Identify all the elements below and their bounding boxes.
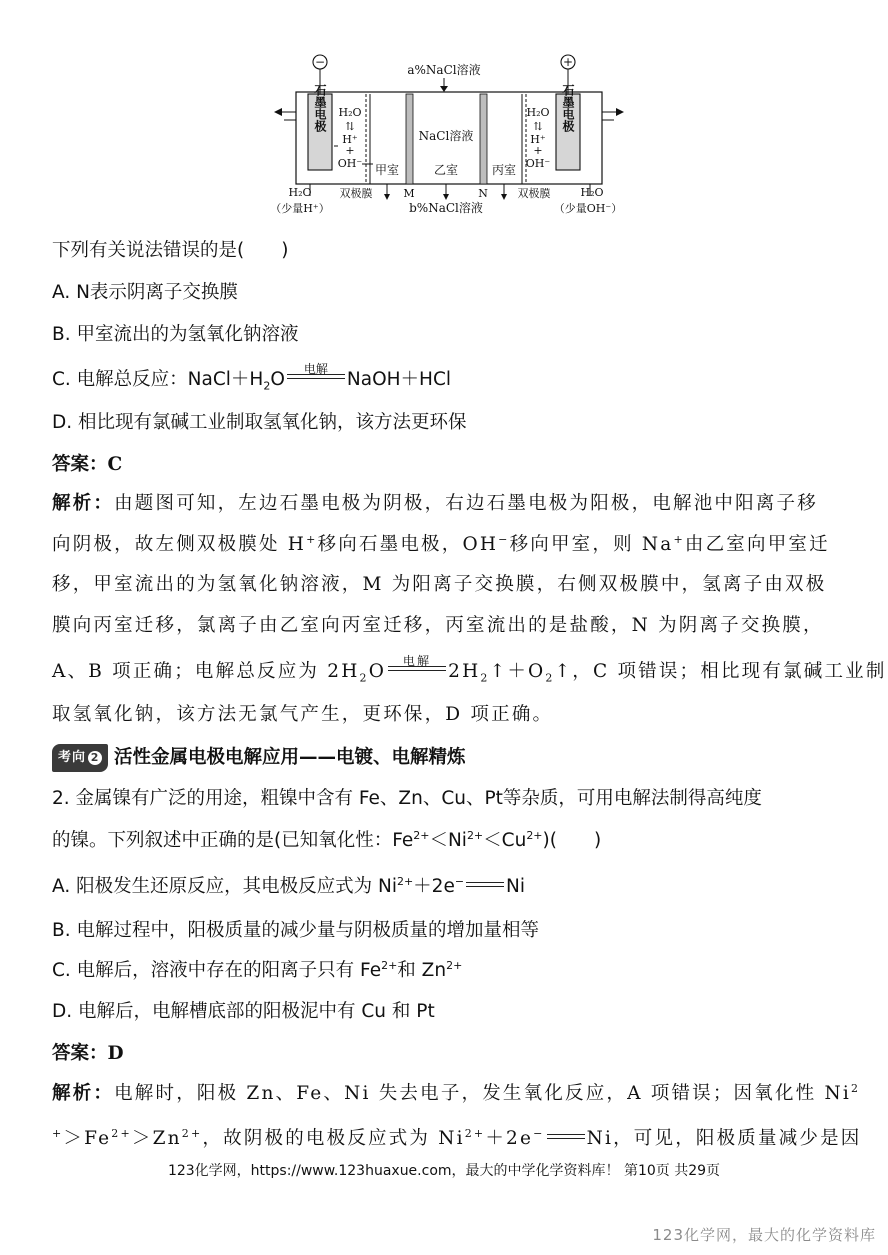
section-heading xyxy=(52,744,466,772)
left-electrode-label: 石墨电极 xyxy=(313,84,327,132)
right-bottom-note: （少量OH⁻） xyxy=(553,202,623,215)
sub-2: 2 xyxy=(545,671,555,685)
left-bottom-h2o: H₂O xyxy=(288,186,312,199)
exp-text: 2H xyxy=(448,661,481,682)
q1-answer xyxy=(52,452,122,478)
right-bottom-h2o: H₂O xyxy=(580,186,604,199)
exp-text: ＞Zn xyxy=(131,1128,182,1149)
sub-2: 2 xyxy=(359,671,369,685)
top-inlet-label: a%NaCl溶液 xyxy=(407,63,481,77)
bipolar-right-label: 双极膜 xyxy=(517,187,551,200)
left-species-equilibrium-icon: ⇅ xyxy=(345,120,355,133)
exp-text: ＋2e xyxy=(485,1128,534,1149)
exp-text: 由题图可知，左边石墨电极为阴极，右边石墨电极为阳极，电解池中阳离子移 xyxy=(114,493,818,514)
watermark: 123化学网，最大的化学资料库 xyxy=(652,1226,876,1244)
middle-solution-label: NaCl溶液 xyxy=(418,129,474,143)
membrane-m-label: M xyxy=(403,187,415,200)
left-species-plus: + xyxy=(345,144,355,157)
q2-option-c[interactable] xyxy=(52,958,462,984)
sub-2: 2 xyxy=(480,671,490,685)
condition-label: 电解 xyxy=(303,362,328,376)
q1-option-c[interactable] xyxy=(52,362,452,393)
electrolysis-cell-diagram xyxy=(270,50,630,222)
exp-text: ↑，C 项错误；相比现有氯碱工业制 xyxy=(554,661,887,682)
exp-text: 向阴极，故左侧双极膜处 H xyxy=(52,534,307,555)
exp-text: ，故阴极的电极反应式为 Ni xyxy=(202,1128,465,1149)
exp-text: 移向甲室，则 Na xyxy=(509,534,674,555)
sup: 2+ xyxy=(526,828,543,842)
sup: + xyxy=(673,532,685,546)
equals-sign xyxy=(464,876,506,892)
q2-option-b[interactable]: B. 电解过程中，阳极质量的减少量与阴极质量的增加量相等 xyxy=(52,920,539,941)
answer-label: 答案： xyxy=(52,454,108,475)
exp-text: 由乙室向甲室迁 xyxy=(684,534,830,555)
right-species-h2o: H₂O xyxy=(526,106,550,119)
exp-text: 移向石墨电极，OH xyxy=(317,534,499,555)
plus-terminal-icon: + xyxy=(562,55,574,69)
sup: 2+ xyxy=(111,1126,132,1140)
exp-text: O xyxy=(368,661,387,682)
exp-text: ↑＋O xyxy=(489,661,546,682)
sup: 2+ xyxy=(381,958,398,972)
sup: + xyxy=(52,1126,64,1140)
option-text: Ni xyxy=(506,876,526,897)
q2-option-d[interactable]: D. 电解后，电解槽底部的阳极泥中有 Cu 和 Pt xyxy=(52,1001,435,1022)
q1-exp-line3: 移，甲室流出的为氢氧化钠溶液，M 为阳离子交换膜，右侧双极膜中，氢离子由双极 xyxy=(52,574,827,595)
q1-option-d[interactable]: D. 相比现有氯碱工业制取氢氧化钠，该方法更环保 xyxy=(52,412,467,433)
room-jia-label: 甲室 xyxy=(374,163,400,177)
q1-option-c-suffix: NaOH＋HCl xyxy=(346,369,452,390)
sup: 2+ xyxy=(446,958,463,972)
answer-value: C xyxy=(107,454,123,475)
q2-exp-line2 xyxy=(52,1126,862,1152)
sup: 2+ xyxy=(464,1126,486,1140)
exp-label: 解析： xyxy=(52,1083,115,1104)
q2-stem-line2 xyxy=(52,828,601,854)
left-bottom-note: （少量H⁺） xyxy=(270,202,330,215)
stem-text: 的镍。下列叙述中正确的是(已知氧化性：Fe xyxy=(52,830,414,851)
right-species-oh: OH⁻ xyxy=(525,157,551,170)
answer-label: 答案： xyxy=(52,1043,108,1064)
sup: − xyxy=(533,1126,545,1140)
membrane-n-label: N xyxy=(478,187,488,200)
badge-number: 2 xyxy=(88,751,102,765)
q1-exp-line1 xyxy=(52,491,818,517)
q2-option-a[interactable] xyxy=(52,874,525,900)
right-species-plus: + xyxy=(533,144,543,157)
sup: 2+ xyxy=(181,1126,203,1140)
stem-text: ＜Ni xyxy=(429,830,467,851)
q1-option-b[interactable]: B. 甲室流出的为氢氧化钠溶液 xyxy=(52,324,299,345)
right-species-h: H⁺ xyxy=(530,133,546,146)
option-text: ＋2e xyxy=(413,876,455,897)
electrolysis-equals-sign xyxy=(285,362,347,385)
section-badge xyxy=(52,744,108,772)
left-species-h: H⁺ xyxy=(342,133,358,146)
sup: + xyxy=(306,532,318,546)
exp-label: 解析： xyxy=(52,493,115,514)
exp-text: ＞Fe xyxy=(63,1128,112,1149)
q1-stem: 下列有关说法错误的是( ) xyxy=(52,240,289,261)
bottom-outlet-label: b%NaCl溶液 xyxy=(409,201,483,215)
exp-text: Ni，可见，阳极质量减少是因 xyxy=(586,1128,862,1149)
badge-text: 考向 xyxy=(58,750,87,765)
section-title: 活性金属电极电解应用——电镀、电解精炼 xyxy=(114,747,466,768)
sub-2: 2 xyxy=(263,379,271,393)
stem-text: )( ) xyxy=(542,830,602,851)
q1-exp-line4: 膜向丙室迁移，氯离子由乙室向丙室迁移，丙室流出的是盐酸，N 为阴离子交换膜， xyxy=(52,615,824,636)
answer-value: D xyxy=(107,1043,124,1064)
right-species-equilibrium-icon: ⇅ xyxy=(533,120,543,133)
sup: 2+ xyxy=(413,828,430,842)
q1-exp-line6: 取氢氧化钠，该方法无氯气产生，更环保，D 项正确。 xyxy=(52,704,554,725)
equals-sign xyxy=(545,1128,587,1144)
option-text: C. 电解后，溶液中存在的阳离子只有 Fe xyxy=(52,960,382,981)
sup: 2+ xyxy=(396,874,414,888)
condition-label: 电解 xyxy=(402,654,432,668)
exp-text: A、B 项正确；电解总反应为 2H xyxy=(52,661,360,682)
q1-option-c-mid: O xyxy=(270,369,285,390)
q1-option-a[interactable]: A. N表示阴离子交换膜 xyxy=(52,282,238,303)
stem-text: ＜Cu xyxy=(483,830,527,851)
q2-stem-line1: 2. 金属镍有广泛的用途，粗镍中含有 Fe、Zn、Cu、Pt等杂质，可用电解法制得高纯度 xyxy=(52,788,762,809)
sup: 2+ xyxy=(466,828,484,842)
right-electrode-label: 石墨电极 xyxy=(561,84,575,132)
q1-exp-line2 xyxy=(52,532,830,558)
exp-text: 电解时，阳极 Zn、Fe、Ni 失去电子，发生氧化反应，A 项错误；因氧化性 Ni xyxy=(114,1083,851,1104)
electrolysis-equals-sign xyxy=(386,654,448,677)
room-bing-label: 丙室 xyxy=(491,163,517,177)
q1-exp-line5 xyxy=(52,654,887,685)
q2-exp-line1 xyxy=(52,1081,860,1107)
bipolar-left-label: 双极膜 xyxy=(339,187,373,200)
minus-terminal-icon: − xyxy=(314,55,326,69)
sup: − xyxy=(498,532,510,546)
room-yi-label: 乙室 xyxy=(433,163,459,177)
sup: − xyxy=(454,874,465,888)
sup: 2 xyxy=(850,1081,861,1095)
page-footer: 123化学网，https://www.123huaxue.com，最大的中学化学资料库！ 第10页 共29页 xyxy=(167,1163,721,1179)
left-species-h2o: H₂O xyxy=(338,106,362,119)
q2-answer xyxy=(52,1041,124,1067)
q1-option-c-prefix: C. 电解总反应：NaCl＋H xyxy=(52,369,264,390)
option-text: 和 Zn xyxy=(397,960,447,981)
left-species-oh: OH⁻ xyxy=(337,157,363,170)
option-text: A. 阳极发生还原反应，其电极反应式为 Ni xyxy=(52,876,397,897)
